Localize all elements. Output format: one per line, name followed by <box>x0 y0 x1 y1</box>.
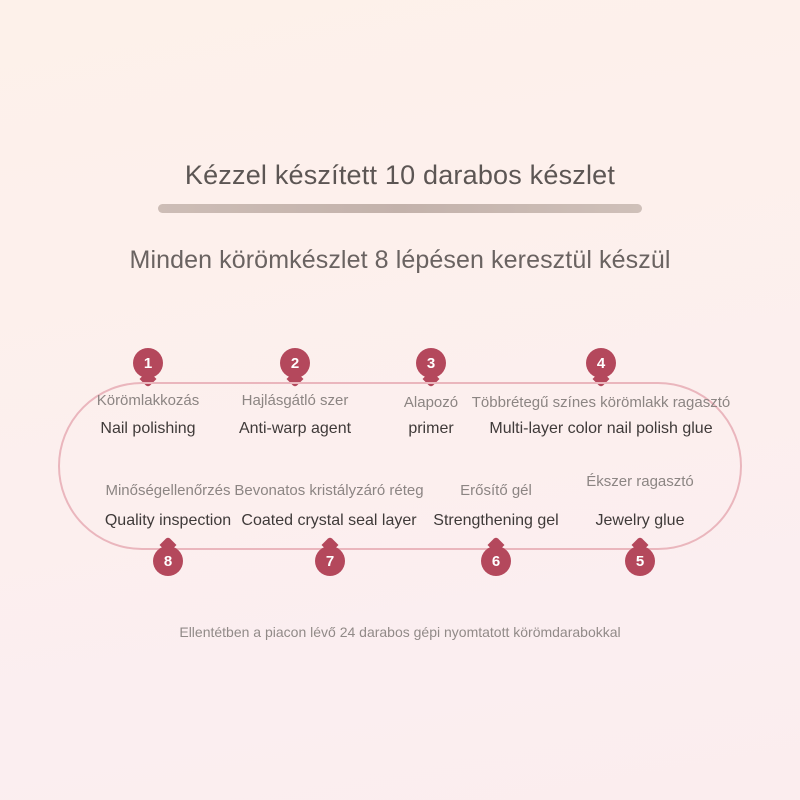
footer-note: Ellentétben a piacon lévő 24 darabos gépi nyomtatott körömdarabokkal <box>179 624 621 640</box>
page-title: Kézzel készített 10 darabos készlet <box>184 160 616 190</box>
step-label-en-1: Nail polishing <box>100 420 196 437</box>
step-number-8: 8 <box>163 552 173 570</box>
step-label-hu-3: Alapozó <box>403 394 459 411</box>
step-label-en-4: Multi-layer color nail polish glue <box>489 420 713 437</box>
step-label-en-5: Jewelry glue <box>595 512 685 529</box>
step-label-en-2: Anti-warp agent <box>238 420 352 437</box>
step-label-hu-2: Hajlásgátló szer <box>241 392 349 409</box>
step-label-hu-8: Minőségellenőrzés <box>105 482 231 499</box>
step-number-6: 6 <box>491 552 501 570</box>
step-number-2: 2 <box>290 354 300 372</box>
step-marker-7 <box>315 546 345 576</box>
page-subtitle: Minden körömkészlet 8 lépésen keresztül készül <box>129 246 671 274</box>
step-label-en-6: Strengthening gel <box>433 512 559 529</box>
step-marker-2 <box>280 348 310 378</box>
step-marker-6 <box>481 546 511 576</box>
step-number-3: 3 <box>426 354 436 372</box>
step-label-hu-7: Bevonatos kristályzáró réteg <box>234 482 424 499</box>
step-label-hu-1: Körömlakkozás <box>96 392 200 409</box>
step-number-5: 5 <box>635 552 645 570</box>
step-label-hu-5: Ékszer ragasztó <box>586 473 694 490</box>
step-marker-8 <box>153 546 183 576</box>
step-number-7: 7 <box>325 552 335 570</box>
title-underline <box>158 204 642 213</box>
step-label-en-8: Quality inspection <box>104 512 232 529</box>
step-label-hu-6: Erősítő gél <box>460 482 532 499</box>
step-marker-5 <box>625 546 655 576</box>
step-marker-3 <box>416 348 446 378</box>
step-number-4: 4 <box>596 354 606 372</box>
step-label-en-3: primer <box>408 420 454 437</box>
step-marker-1 <box>133 348 163 378</box>
step-marker-4 <box>586 348 616 378</box>
step-label-hu-4: Többrétegű színes körömlakk ragasztó <box>471 394 731 411</box>
step-number-1: 1 <box>143 354 153 372</box>
step-label-en-7: Coated crystal seal layer <box>241 512 417 529</box>
